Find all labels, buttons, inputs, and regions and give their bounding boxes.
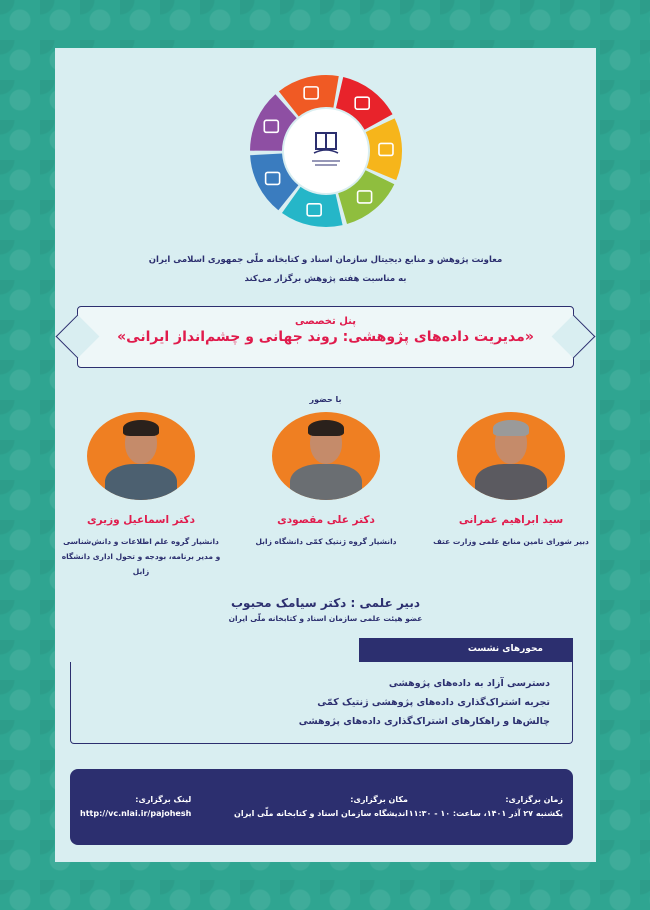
list-item: تجربه اشتراک‌گذاری داده‌های پژوهشی ژنتیک کمّی (317, 697, 550, 708)
speaker-name: دکتر علی مقصودی (277, 514, 375, 526)
presence-label: با حضور (309, 395, 342, 404)
speaker-card (426, 412, 596, 549)
scientific-secretary (205, 596, 446, 623)
poster-card (55, 48, 596, 862)
event-place: مکان برگزاری: اندیشگاه سازمان اسناد و کتابخانه ملّی ایران (234, 795, 408, 818)
list-item: چالش‌ها و راهکارهای اشتراک‌گذاری داده‌های پژوهشی (298, 716, 550, 727)
occasion-line: به مناسبت هفته پژوهش برگزار می‌کند (244, 274, 407, 284)
logo-segment (366, 118, 402, 180)
event-info-footer (70, 769, 573, 845)
speaker-card (241, 412, 411, 549)
speaker-role: دانشیار گروه ژنتیک کمّی دانشگاه زابل (255, 537, 397, 546)
speaker-card (56, 412, 226, 579)
panel-title: «مدیریت داده‌های پژوهشی: روند جهانی و چشم‌انداز ایرانی» (117, 329, 534, 345)
speaker-name: دکتر اسماعیل وزیری (86, 514, 196, 526)
logo-center (284, 109, 368, 193)
speaker-role: دانشیار گروه علم اطلاعات و دانش‌شناسی و مدیر برنامه، بودجه و تحول اداری دانشگاه زابل (61, 537, 221, 576)
avatar (272, 412, 380, 500)
logo-ring (248, 73, 404, 229)
topics-heading: محورهای نشست (359, 638, 573, 662)
panel-kicker: پنل تخصصی (294, 316, 357, 327)
topics-list (70, 662, 573, 744)
event-link-url[interactable]: http://vc.nlai.ir/pajohesh (80, 809, 192, 818)
organization-logo (248, 73, 404, 229)
speaker-role: دبیر شورای تامین منابع علمی وزارت عتف (433, 537, 589, 546)
scientific-secretary-title: دبیر علمی : دکتر سیامک محبوب (231, 596, 420, 610)
scientific-secretary-subtitle: عضو هیئت علمی سازمان اسناد و کتابخانه ملّی ایران (228, 614, 423, 623)
event-time: زمان برگزاری: یکشنبه ۲۷ آذر ۱۴۰۱، ساعت: ۱۰ - ۱۱:۳۰ (408, 795, 563, 818)
list-item: دسترسی آزاد به داده‌های پژوهشی (388, 678, 550, 689)
panel-title-box (77, 306, 574, 368)
organizer-line: معاونت پژوهش و منابع دیجیتال سازمان اسناد و کتابخانه ملّی جمهوری اسلامی ایران (148, 255, 503, 265)
avatar (87, 412, 195, 500)
event-link: لینک برگزاری: http://vc.nlai.ir/pajohesh (80, 795, 192, 818)
avatar (457, 412, 565, 500)
speaker-name: سید ابراهیم عمرانی (458, 514, 564, 526)
